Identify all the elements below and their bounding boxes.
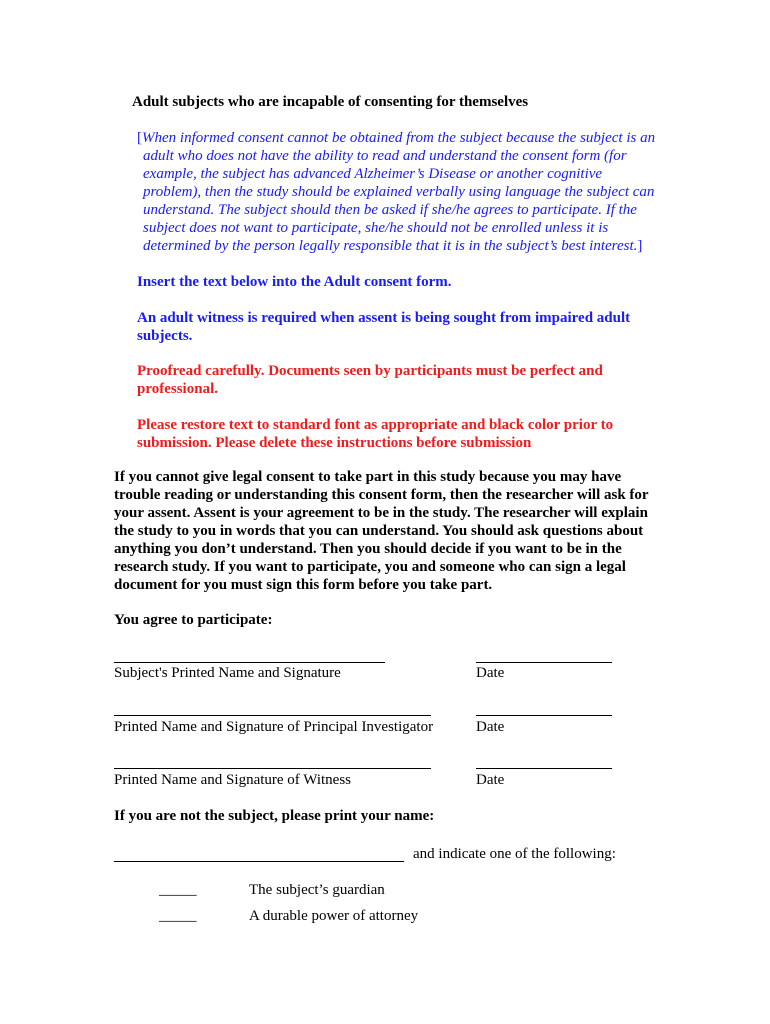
agree-heading: You agree to participate: <box>114 612 273 628</box>
page-title: Adult subjects who are incapable of consenting for themselves <box>132 94 529 110</box>
note-open-bracket: [ <box>137 130 142 146</box>
proofread-instruction: Proofread carefully. Documents seen by participants must be perfect and professional. <box>137 363 603 397</box>
guardian-blank[interactable]: _____ <box>159 882 197 898</box>
note-line-3: example, the subject has advanced Alzheimer’s Disease or another cognitive <box>143 166 603 182</box>
subject-signature-label: Subject's Printed Name and Signature <box>114 665 341 681</box>
witness-signature-line[interactable] <box>114 768 431 769</box>
witness-signature-label: Printed Name and Signature of Witness <box>114 772 351 788</box>
investigator-date-label: Date <box>476 719 505 735</box>
subject-date-line[interactable] <box>476 662 612 663</box>
subject-signature-line[interactable] <box>114 662 385 663</box>
investigator-date-line[interactable] <box>476 715 612 716</box>
note-line-2: adult who does not have the ability to read and understand the consent form (for <box>143 148 627 164</box>
indicate-text: and indicate one of the following: <box>413 846 616 862</box>
note-line-4: problem), then the study should be explained verbally using language the subject can <box>143 184 655 200</box>
guardian-option-label: The subject’s guardian <box>249 882 385 898</box>
instruction-note <box>137 129 657 255</box>
representative-name-line[interactable] <box>114 861 404 862</box>
note-close-bracket: ] <box>637 238 643 254</box>
assent-paragraph: If you cannot give legal consent to take part in this study because you may have trouble reading or understanding this consent form, then the researcher will ask for your assent. Assent is your agreement to be in the study. The researcher will explain the study to you in words that you can understand. You should ask questions about anything you don’t understand. Then you should decide if you want to be in the research study. If you want to participate, you and someone who can sign a legal document for you must sign this form before you take part. <box>114 469 649 593</box>
witness-date-label: Date <box>476 772 505 788</box>
insert-text-instruction: Insert the text below into the Adult consent form. <box>137 274 452 290</box>
investigator-signature-label: Printed Name and Signature of Principal Investigator <box>114 719 434 735</box>
investigator-signature-line[interactable] <box>114 715 431 716</box>
attorney-option-label: A durable power of attorney <box>249 908 419 924</box>
attorney-blank[interactable]: _____ <box>159 908 197 924</box>
note-line-6: subject does not want to participate, she/he should not be enrolled unless it is <box>143 220 609 236</box>
restore-instruction: Please restore text to standard font as appropriate and black color prior to submission. Please delete these instructions before submission <box>137 417 614 451</box>
note-line-1: When informed consent cannot be obtained from the subject because the subject is an <box>142 130 656 146</box>
witness-date-line[interactable] <box>476 768 612 769</box>
note-line-5: understand. The subject should then be asked if she/he agrees to participate. If the <box>143 202 637 218</box>
note-line-7: determined by the person legally responsible that it is in the subject’s best interest. <box>143 238 638 254</box>
subject-date-label: Date <box>476 665 505 681</box>
witness-instruction: An adult witness is required when assent is being sought from impaired adult subjects. <box>137 310 631 344</box>
not-subject-heading: If you are not the subject, please print your name: <box>114 808 435 824</box>
